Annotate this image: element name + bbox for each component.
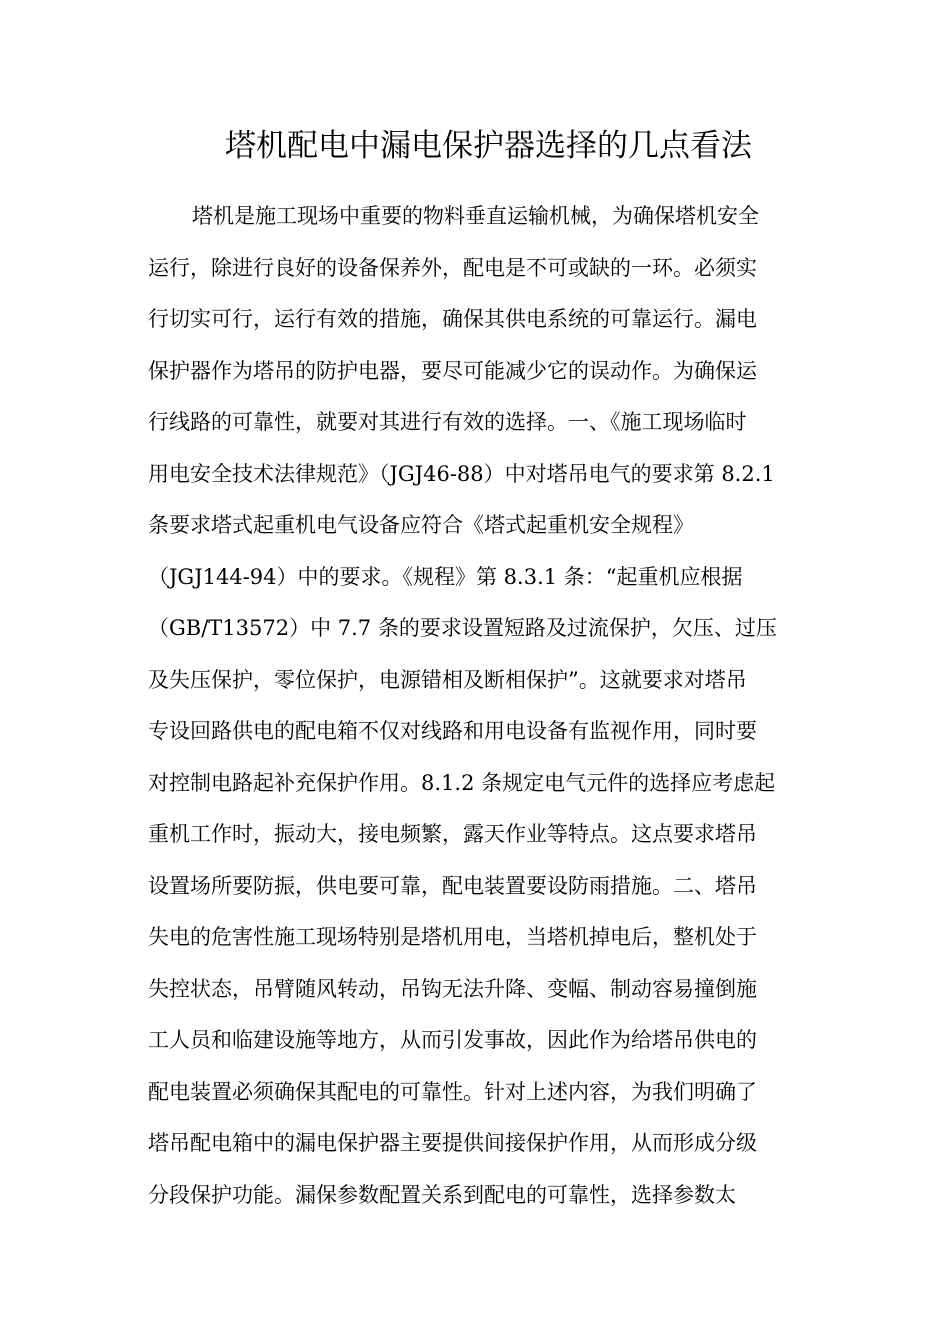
paragraph-line: 塔机是施工现场中重要的物料垂直运输机械，为确保塔机安全 [192,204,759,228]
paragraph-line: 失控状态，吊臂随风转动，吊钩无法升降、变幅、制动容易撞倒施 [148,976,757,1001]
paragraph-line: 及失压保护，零位保护，电源错相及断相保护”。这就要求对塔吊 [148,667,747,692]
paragraph-line: （GB/T13572）中 7.7 条的要求设置短路及过流保护，欠压、过压 [148,616,777,640]
paragraph-line: 保护器作为塔吊的防护电器，要尽可能减少它的误动作。为确保运 [148,358,757,383]
paragraph-line: 运行，除进行良好的设备保养外，配电是不可或缺的一环。必须实 [148,255,757,280]
document-title: 塔机配电中漏电保护器选择的几点看法 [225,128,752,164]
paragraph-line: 重机工作时，振动大，接电频繁，露天作业等特点。这点要求塔吊 [148,822,757,846]
paragraph-line: 工人员和临建设施等地方，从而引发事故，因此作为给塔吊供电的 [148,1028,757,1052]
paragraph-line: 配电装置必须确保其配电的可靠性。针对上述内容，为我们明确了 [148,1079,757,1104]
paragraph-line: 行线路的可靠性，就要对其进行有效的选择。一、《施工现场临时 [148,410,747,434]
paragraph-line: （JGJ144-94）中的要求。《规程》第 8.3.1 条：“起重机应根据 [148,564,743,589]
paragraph-line: 设置场所要防振，供电要可靠，配电装置要设防雨措施。二、塔吊 [148,873,757,898]
paragraph-line: 用电安全技术法律规范》（JGJ46-88）中对塔吊电气的要求第 8.2.1 [148,461,775,486]
paragraph-line: 失电的危害性施工现场特别是塔机用电，当塔机掉电后，整机处于 [148,925,757,949]
paragraph-line: 条要求塔式起重机电气设备应符合《塔式起重机安全规程》 [148,513,694,537]
paragraph-line: 专设回路供电的配电箱不仅对线路和用电设备有监视作用，同时要 [148,719,757,743]
paragraph-line: 分段保护功能。漏保参数配置关系到配电的可靠性，选择参数太 [148,1182,736,1207]
paragraph-line: 行切实可行，运行有效的措施，确保其供电系统的可靠运行。漏电 [148,307,757,331]
paragraph-line: 对控制电路起补充保护作用。8.1.2 条规定电气元件的选择应考虑起 [148,770,776,795]
document-body [148,194,808,1224]
paragraph-line: 塔吊配电箱中的漏电保护器主要提供间接保护作用，从而形成分级 [148,1131,757,1155]
